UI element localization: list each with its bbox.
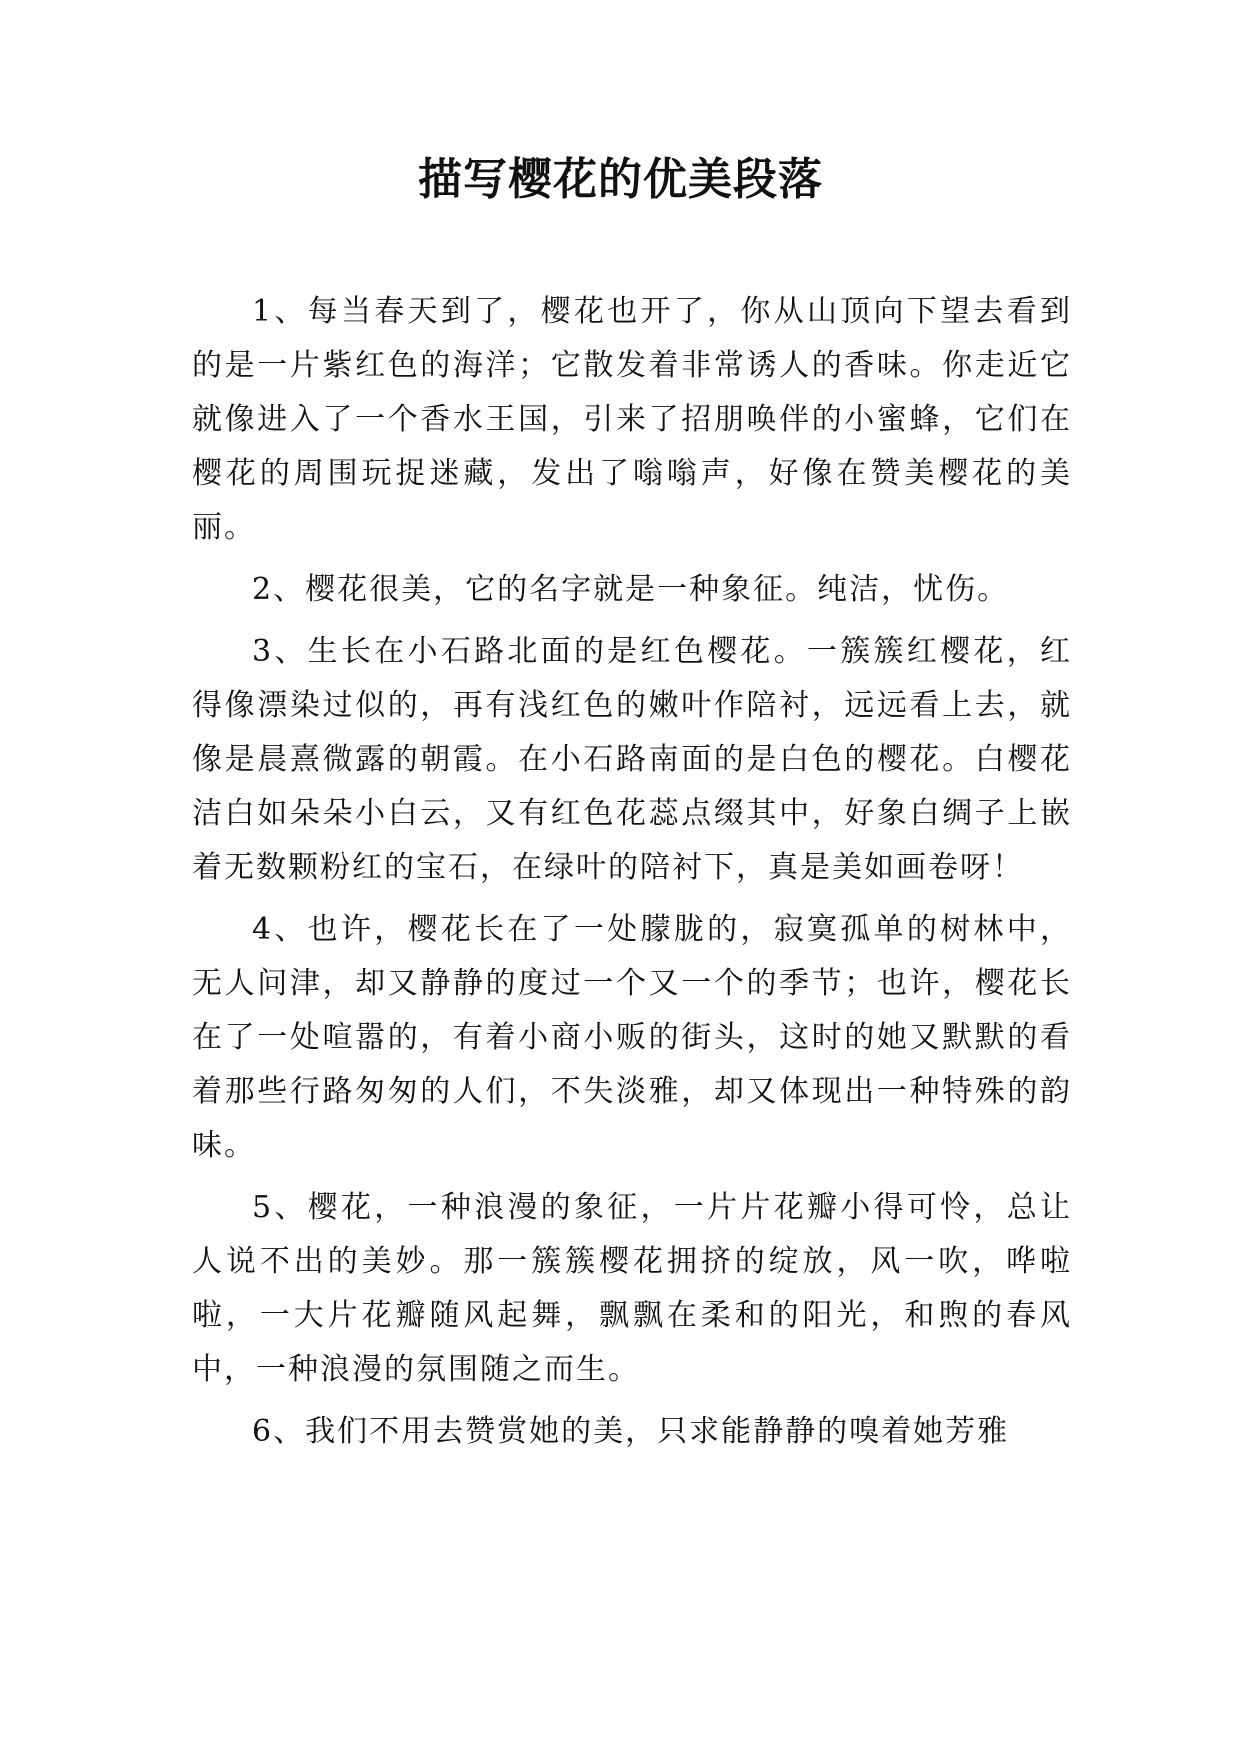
paragraph-5: 5、樱花，一种浪漫的象征，一片片花瓣小得可怜，总让人说不出的美妙。那一簇簇樱花拥挤的绽放，风一吹，哗啦啦，一大片花瓣随风起舞，飘飘在柔和的阳光，和煦的春风中，一种浪漫的氛围随之而生。: [192, 1190, 1072, 1387]
page-title: 描写樱花的优美段落: [418, 154, 823, 205]
paragraph-3: 3、生长在小石路北面的是红色樱花。一簇簇红樱花，红得像漂染过似的，再有浅红色的嫩叶作陪衬，远远看上去，就像是晨熹微露的朝霞。在小石路南面的是白色的樱花。白樱花洁白如朵朵小白云，又有红色花蕊点缀其中，好象白绸子上嵌着无数颗粉红的宝石，在绿叶的陪衬下，真是美如画卷呀！: [192, 634, 1072, 885]
paragraph-6: 6、我们不用去赞赏她的美，只求能静静的嗅着她芳雅: [252, 1414, 1010, 1449]
paragraph-1: 1、每当春天到了，樱花也开了，你从山顶向下望去看到的是一片紫红色的海洋；它散发着非常诱人的香味。你走近它就像进入了一个香水王国，引来了招朋唤伴的小蜜蜂，它们在樱花的周围玩捉迷藏，发出了嗡嗡声，好像在赞美樱花的美丽。: [192, 294, 1072, 545]
document-body: [192, 285, 1072, 1467]
paragraph-4: 4、也许，樱花长在了一处朦胧的，寂寞孤单的树林中，无人问津，却又静静的度过一个又一个的季节；也许，樱花长在了一处喧嚣的，有着小商小贩的街头，这时的她又默默的看着那些行路匆匆的人们，不失淡雅，却又体现出一种特殊的韵味。: [192, 912, 1072, 1163]
paragraph-2: 2、樱花很美，它的名字就是一种象征。纯洁，忧伤。: [252, 572, 1010, 607]
